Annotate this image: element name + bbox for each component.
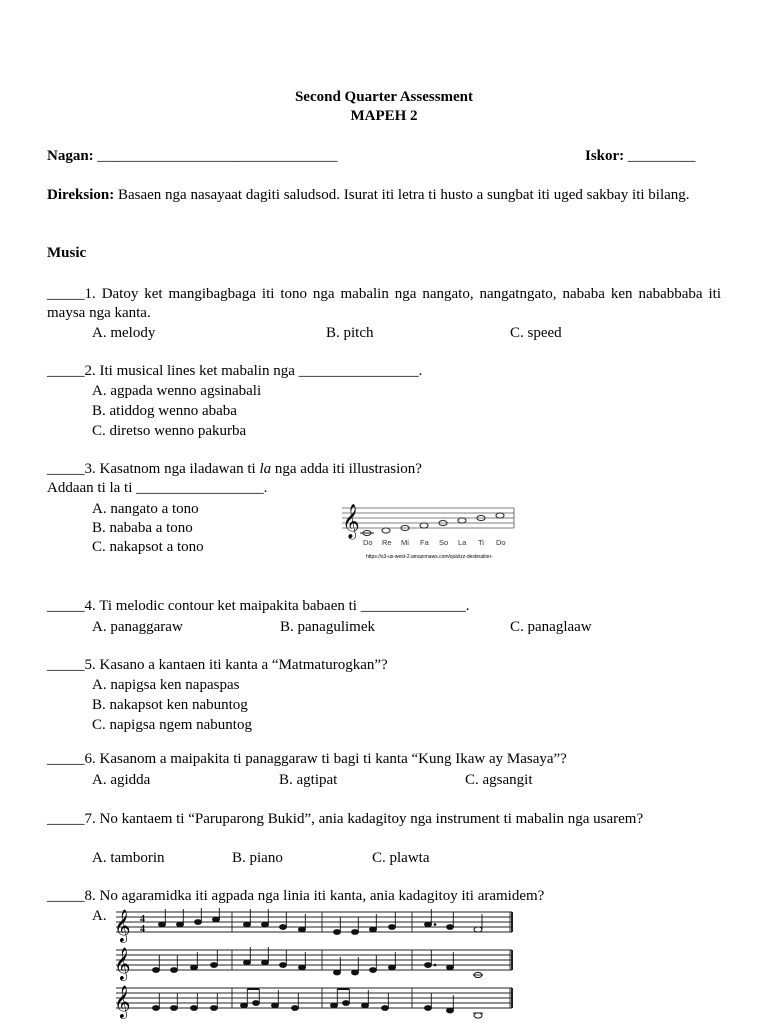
question-3-text-italic: la — [259, 461, 272, 477]
directions — [47, 186, 721, 205]
question-5 — [47, 657, 388, 674]
score-label: Iskor: — [585, 148, 625, 164]
scale-illustration — [336, 500, 531, 564]
question-5-option-a: A. napigsa ken napaspas — [92, 677, 240, 693]
question-4-option-c: C. panaglaaw — [510, 619, 592, 635]
illustration-source-link: https://s3-us-west-2.amazonaws.com/quizizz-destination- — [366, 554, 493, 560]
solfa-label: Mi — [401, 538, 409, 547]
time-signature-bottom: 4 — [140, 924, 145, 935]
question-7-option-c: C. plawta — [372, 850, 430, 866]
question-2 — [47, 363, 422, 380]
question-2-option-b: B. atiddog wenno ababa — [92, 403, 237, 419]
solfa-label: Fa — [420, 538, 429, 547]
question-3-line-2: Addaan ti la ti _________________. — [47, 480, 268, 496]
solfa-label: Do — [496, 538, 506, 547]
question-3 — [47, 461, 422, 478]
scale-note — [496, 513, 504, 518]
question-7 — [47, 810, 721, 829]
question-5-option-b: B. nakapsot ken nabuntog — [92, 697, 248, 713]
question-7-text: No kantaem ti “Paruparong Bukid”, ania kadagitoy nga instrument ti mabalin nga usarem? — [99, 811, 644, 827]
question-5-number: _____5. — [47, 657, 96, 673]
question-1 — [47, 285, 721, 323]
question-7-number: _____7. — [47, 811, 96, 827]
question-1-option-b: B. pitch — [326, 325, 374, 341]
question-4 — [47, 598, 469, 615]
name-label: Nagan: — [47, 148, 94, 164]
section-music-heading: Music — [47, 245, 87, 261]
document-subject: MAPEH 2 — [350, 108, 418, 124]
melody-staff-illustration — [112, 908, 516, 1024]
question-6-option-c: C. agsangit — [465, 772, 533, 788]
scale-note — [458, 518, 466, 523]
question-1-option-c: C. speed — [510, 325, 562, 341]
score-blank: _________ — [627, 148, 696, 164]
question-2-number: _____2. — [47, 363, 96, 379]
scale-note — [420, 523, 428, 528]
treble-clef-icon: 𝄞 — [342, 504, 360, 539]
question-2-option-a: A. agpada wenno agsinabali — [92, 383, 262, 399]
solfa-label: Do — [363, 538, 373, 547]
question-2-option-c: C. diretso wenno pakurba — [92, 423, 247, 439]
document-title: Second Quarter Assessment — [294, 89, 474, 105]
solfa-label: So — [439, 538, 449, 547]
question-3-text-before: Kasatnom nga iladawan ti — [99, 461, 256, 477]
question-5-option-c: C. napigsa ngem nabuntog — [92, 717, 252, 733]
scale-note — [382, 528, 390, 533]
question-1-text: Datoy ket mangibagbaga iti tono nga mabalin nga nangato, nangatngato, nababa ken nababbaba iti maysa nga kanta. — [47, 286, 722, 321]
solfa-label: La — [458, 538, 467, 547]
question-8-text: No agaramidka iti agpada nga linia iti kanta, ania kadagitoy iti aramidem? — [99, 888, 545, 904]
question-5-text: Kasano a kantaen iti kanta a “Matmaturogkan”? — [99, 657, 388, 673]
time-signature-top: 4 — [140, 914, 145, 925]
directions-text: Basaen nga nasayaat dagiti saludsod. Isurat iti letra ti husto a sungbat iti uged sakbay iti bilang. — [117, 187, 690, 203]
question-3-option-c: C. nakapsot a tono — [92, 539, 204, 555]
question-6-number: _____6. — [47, 751, 96, 767]
scale-staff-svg — [336, 500, 531, 564]
score-field — [585, 148, 695, 165]
question-6-option-a: A. agidda — [92, 772, 151, 788]
question-1-option-a: A. melody — [92, 325, 156, 341]
name-field — [47, 148, 337, 165]
question-3-option-b: B. nababa a tono — [92, 520, 193, 536]
question-4-text: Ti melodic contour ket maipakita babaen ti ______________. — [99, 598, 470, 614]
name-blank: ________________________________ — [97, 148, 338, 164]
melody-staff-svg — [112, 908, 516, 1024]
directions-label: Direksion: — [47, 187, 115, 203]
question-3-option-a: A. nangato a tono — [92, 501, 199, 517]
question-8 — [47, 888, 544, 905]
solfa-label: Re — [382, 538, 392, 547]
treble-clef-icon: 𝄞 — [114, 909, 131, 942]
question-4-number: _____4. — [47, 598, 96, 614]
question-7-option-b: B. piano — [232, 850, 283, 866]
question-3-text-after: nga adda iti illustrasion? — [274, 461, 422, 477]
question-8-number: _____8. — [47, 888, 96, 904]
question-6 — [47, 751, 567, 768]
question-1-number: _____1. — [47, 286, 96, 302]
question-7-option-a: A. tamborin — [92, 850, 165, 866]
question-4-option-b: B. panagulimek — [280, 619, 375, 635]
question-4-option-a: A. panaggaraw — [92, 619, 183, 635]
question-6-option-b: B. agtipat — [279, 772, 338, 788]
treble-clef-icon: 𝄞 — [114, 947, 131, 980]
question-3-number: _____3. — [47, 461, 96, 477]
question-6-text: Kasanom a maipakita ti panaggaraw ti bagi ti kanta “Kung Ikaw ay Masaya”? — [99, 751, 567, 767]
solfa-label: Ti — [478, 538, 484, 547]
treble-clef-icon: 𝄞 — [114, 985, 131, 1018]
question-8-option-a: A. — [92, 908, 107, 924]
question-2-text: Iti musical lines ket mabalin nga ________________. — [99, 363, 423, 379]
